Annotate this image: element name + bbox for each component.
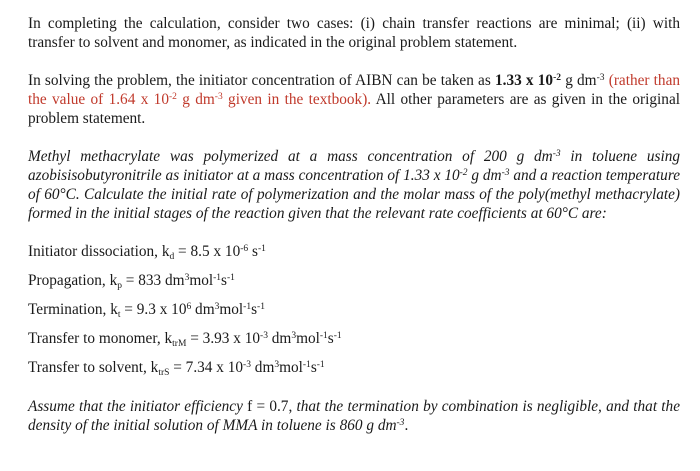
param-value: = 3.93 x 10 <box>186 330 261 347</box>
assumptions-paragraph <box>28 397 680 435</box>
param-subscript: t <box>117 310 121 320</box>
textbook-note-text: (rather than the value of 1.64 x 10 <box>28 72 681 108</box>
intro-closing-text: All other parameters are as given in the original problem statement. <box>28 91 680 127</box>
param-exponent: -3 <box>243 360 251 370</box>
param-value: = 833 dm <box>121 272 185 289</box>
intro-paragraph-concentration <box>28 71 680 128</box>
concentration-exponent: -2 <box>553 73 561 83</box>
param-unit-3: s <box>251 301 258 318</box>
param-unit-2-exponent: -1 <box>243 302 252 312</box>
concentration-value <box>495 72 561 89</box>
problem-text-2: in toluene using azobisisobutyronitrile as initiator at a mass concentration of 1.33 x 10 <box>28 148 680 184</box>
param-label: Transfer to solvent, k <box>28 359 159 376</box>
problem-text-3: g dm <box>467 167 502 184</box>
textbook-note-exponent: -2 <box>168 92 177 102</box>
param-subscript: p <box>117 281 122 291</box>
param-unit: mol <box>189 272 214 289</box>
param-unit-exponent: -1 <box>213 273 222 283</box>
density-unit-exponent: -3 <box>396 418 405 428</box>
param-value: = 9.3 x 10 <box>120 301 187 318</box>
param-exponent: -6 <box>240 244 249 254</box>
param-unit-3-exponent: -1 <box>257 302 265 312</box>
param-unit: dm <box>191 301 215 318</box>
param-termination <box>28 300 680 319</box>
efficiency-value: = 0.7, <box>252 398 293 415</box>
assumption-text-2: that the termination by combination is negligible, and that the density of the initial solution of MMA in toluene is 860 g dm <box>28 398 680 434</box>
param-label: Propagation, k <box>28 272 118 289</box>
param-transfer-to-monomer <box>28 329 680 348</box>
param-unit-exponent: -1 <box>257 244 266 254</box>
problem-exp-1: -3 <box>552 149 561 159</box>
textbook-note-end: given in the textbook). <box>222 91 372 108</box>
intro-text: In completing the calculation, consider two cases: (i) chain transfer reactions are minimal; (ii) with transfer to solvent and monomer, as indicated in the original problem statement. <box>28 15 680 51</box>
param-unit-2-exponent: -1 <box>227 273 235 283</box>
param-unit: dm <box>267 330 292 347</box>
param-subscript: trS <box>158 368 170 378</box>
param-unit-exponent: 3 <box>274 360 280 370</box>
param-exponent: -3 <box>260 331 268 341</box>
param-unit-2: s <box>221 272 227 289</box>
param-unit-3-exponent: -1 <box>333 331 342 341</box>
textbook-note-unit: g dm <box>176 91 215 108</box>
textbook-note-unit-exponent: -3 <box>214 92 223 102</box>
problem-text-4: and a reaction temperature of 60°C. Calculate the initial rate of polymerization and the molar mass of the poly(methyl methacrylate) formed in the initial stages of the reaction given that the relevant rate coefficients at 60°C are: <box>28 167 681 222</box>
intro-paragraph-cases <box>28 14 680 52</box>
problem-statement <box>28 147 680 223</box>
param-label: Transfer to monomer, k <box>28 330 173 347</box>
param-label: Initiator dissociation, k <box>28 243 170 260</box>
param-transfer-to-solvent <box>28 358 680 377</box>
param-unit-2: mol <box>296 330 320 347</box>
param-unit-exponent: 3 <box>214 302 220 312</box>
param-unit: dm <box>250 359 275 376</box>
param-unit-3-exponent: -1 <box>316 360 325 370</box>
param-unit: s <box>248 243 258 260</box>
param-label: Termination, k <box>28 301 118 318</box>
param-value: = 7.34 x 10 <box>169 359 244 376</box>
problem-text-1: Methyl methacrylate was polymerized at a mass concentration of 200 g dm <box>28 148 553 165</box>
assumption-text-1: Assume that the initiator efficiency <box>28 398 248 415</box>
param-unit-2: mol <box>219 301 244 318</box>
param-unit-2: mol <box>279 359 303 376</box>
document-body <box>28 14 680 435</box>
param-unit-2-exponent: -1 <box>302 360 311 370</box>
param-value: = 8.5 x 10 <box>174 243 241 260</box>
problem-exp-3: -3 <box>501 168 510 178</box>
concentration-mantissa: 1.33 x 10 <box>494 72 554 89</box>
rate-coefficients-list <box>28 242 680 377</box>
problem-exp-2: -2 <box>459 168 468 178</box>
param-subscript: d <box>169 252 175 262</box>
concentration-unit-exponent: -3 <box>596 73 605 83</box>
param-initiator-dissociation <box>28 242 680 261</box>
param-exponent: 3 <box>184 273 190 283</box>
assumption-end: . <box>404 417 409 434</box>
param-unit-2-exponent: -1 <box>319 331 328 341</box>
param-unit-3: s <box>327 330 334 347</box>
concentration-lead-text: In solving the problem, the initiator concentration of AIBN can be taken as <box>28 72 495 89</box>
param-exponent: 6 <box>186 302 192 312</box>
param-propagation <box>28 271 680 290</box>
param-unit-exponent: 3 <box>291 331 297 341</box>
param-unit-3: s <box>310 359 317 376</box>
concentration-unit: g dm <box>561 72 597 89</box>
efficiency-symbol: f <box>247 398 253 415</box>
param-subscript: trM <box>172 339 187 349</box>
